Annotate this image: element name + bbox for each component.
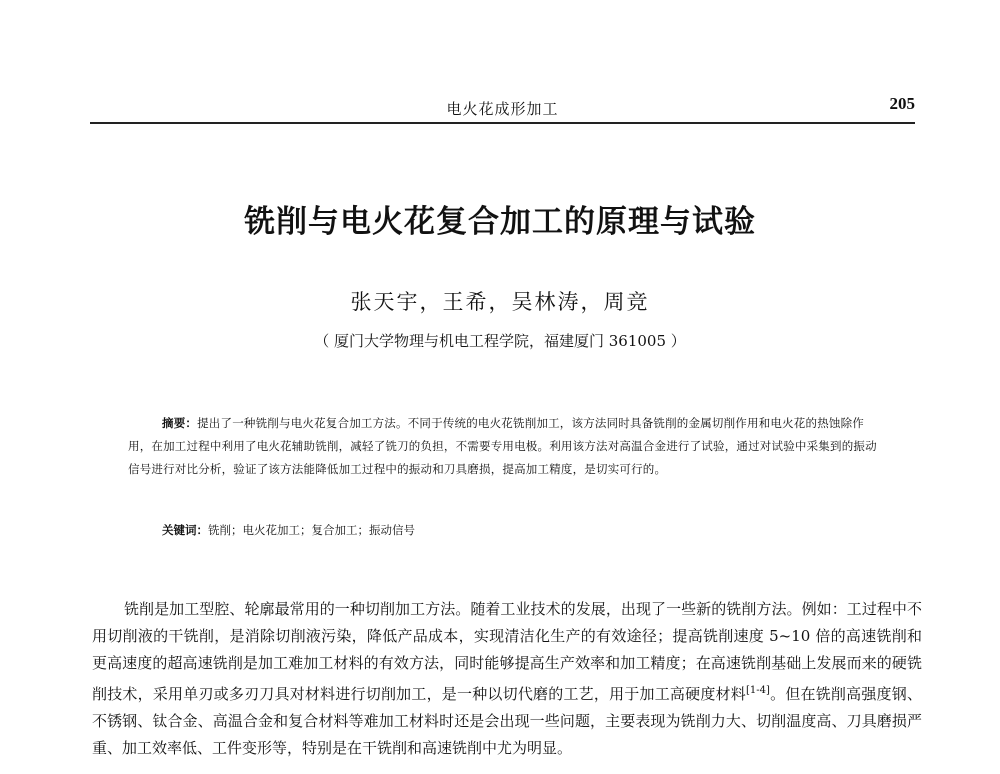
keywords-text: 铣削；电火花加工；复合加工；振动信号 (208, 523, 415, 537)
paper-title: 铣削与电火花复合加工的原理与试验 (244, 204, 756, 240)
body-text (92, 596, 922, 762)
keywords-label: 关键词： (162, 523, 208, 537)
body-paragraph (92, 596, 922, 762)
abstract-paragraph (128, 412, 878, 481)
body-text-part-1: 铣削是加工型腔、轮廓最常用的一种切削加工方法。随着工业技术的发展，出现了一些新的铣削方法。例如：工过程中不用切削液的干铣削，是消除切削液污染，降低产品成本，实现清洁化生产的有效途径；提高铣削速度 5~10 倍的高速铣削和更高速度的超高速铣削是加工难加工材料的有效方法，同时能够提高生产效率和加工精度；在高速铣削基础上发展而来的硬铣削技术，采用单刃或多刃刀具对材料进行切削加工，是一种以切代磨的工艺，用于加工高硬度材料 (92, 600, 922, 703)
page-number: 205 (889, 94, 915, 113)
abstract-text: 提出了一种铣削与电火花复合加工方法。不同于传统的电火花铣削加工，该方法同时具备铣削的金属切削作用和电火花的热蚀除作用，在加工过程中利用了电火花辅助铣削，减轻了铣刀的负担，不需要专用电极。利用该方法对高温合金进行了试验，通过对试验中采集到的振动信号进行对比分析，验证了该方法能降低加工过程中的振动和刀具磨损，提高加工精度，是切实可行的。 (128, 416, 877, 476)
abstract (128, 412, 878, 481)
body-text-part-2: 。但在铣削高强度钢、不锈钢、钛合金、高温合金和复合材料等难加工材料时还是会出现一些问题，主要表现为铣削力大、切削温度高、刀具磨损严重、加工效率低、工件变形等，特别是在干铣削和高速铣削中尤为明显。 (92, 685, 922, 757)
affiliation: （ 厦门大学物理与机电工程学院，福建厦门 361005 ） (314, 332, 686, 350)
authors: 张天宇，王希，吴林涛，周竞 (350, 290, 650, 314)
citation: [1-4] (745, 685, 770, 696)
running-title: 电火花成形加工 (446, 100, 559, 118)
abstract-label: 摘要： (162, 416, 198, 430)
keywords (162, 522, 415, 538)
running-header (90, 92, 915, 124)
